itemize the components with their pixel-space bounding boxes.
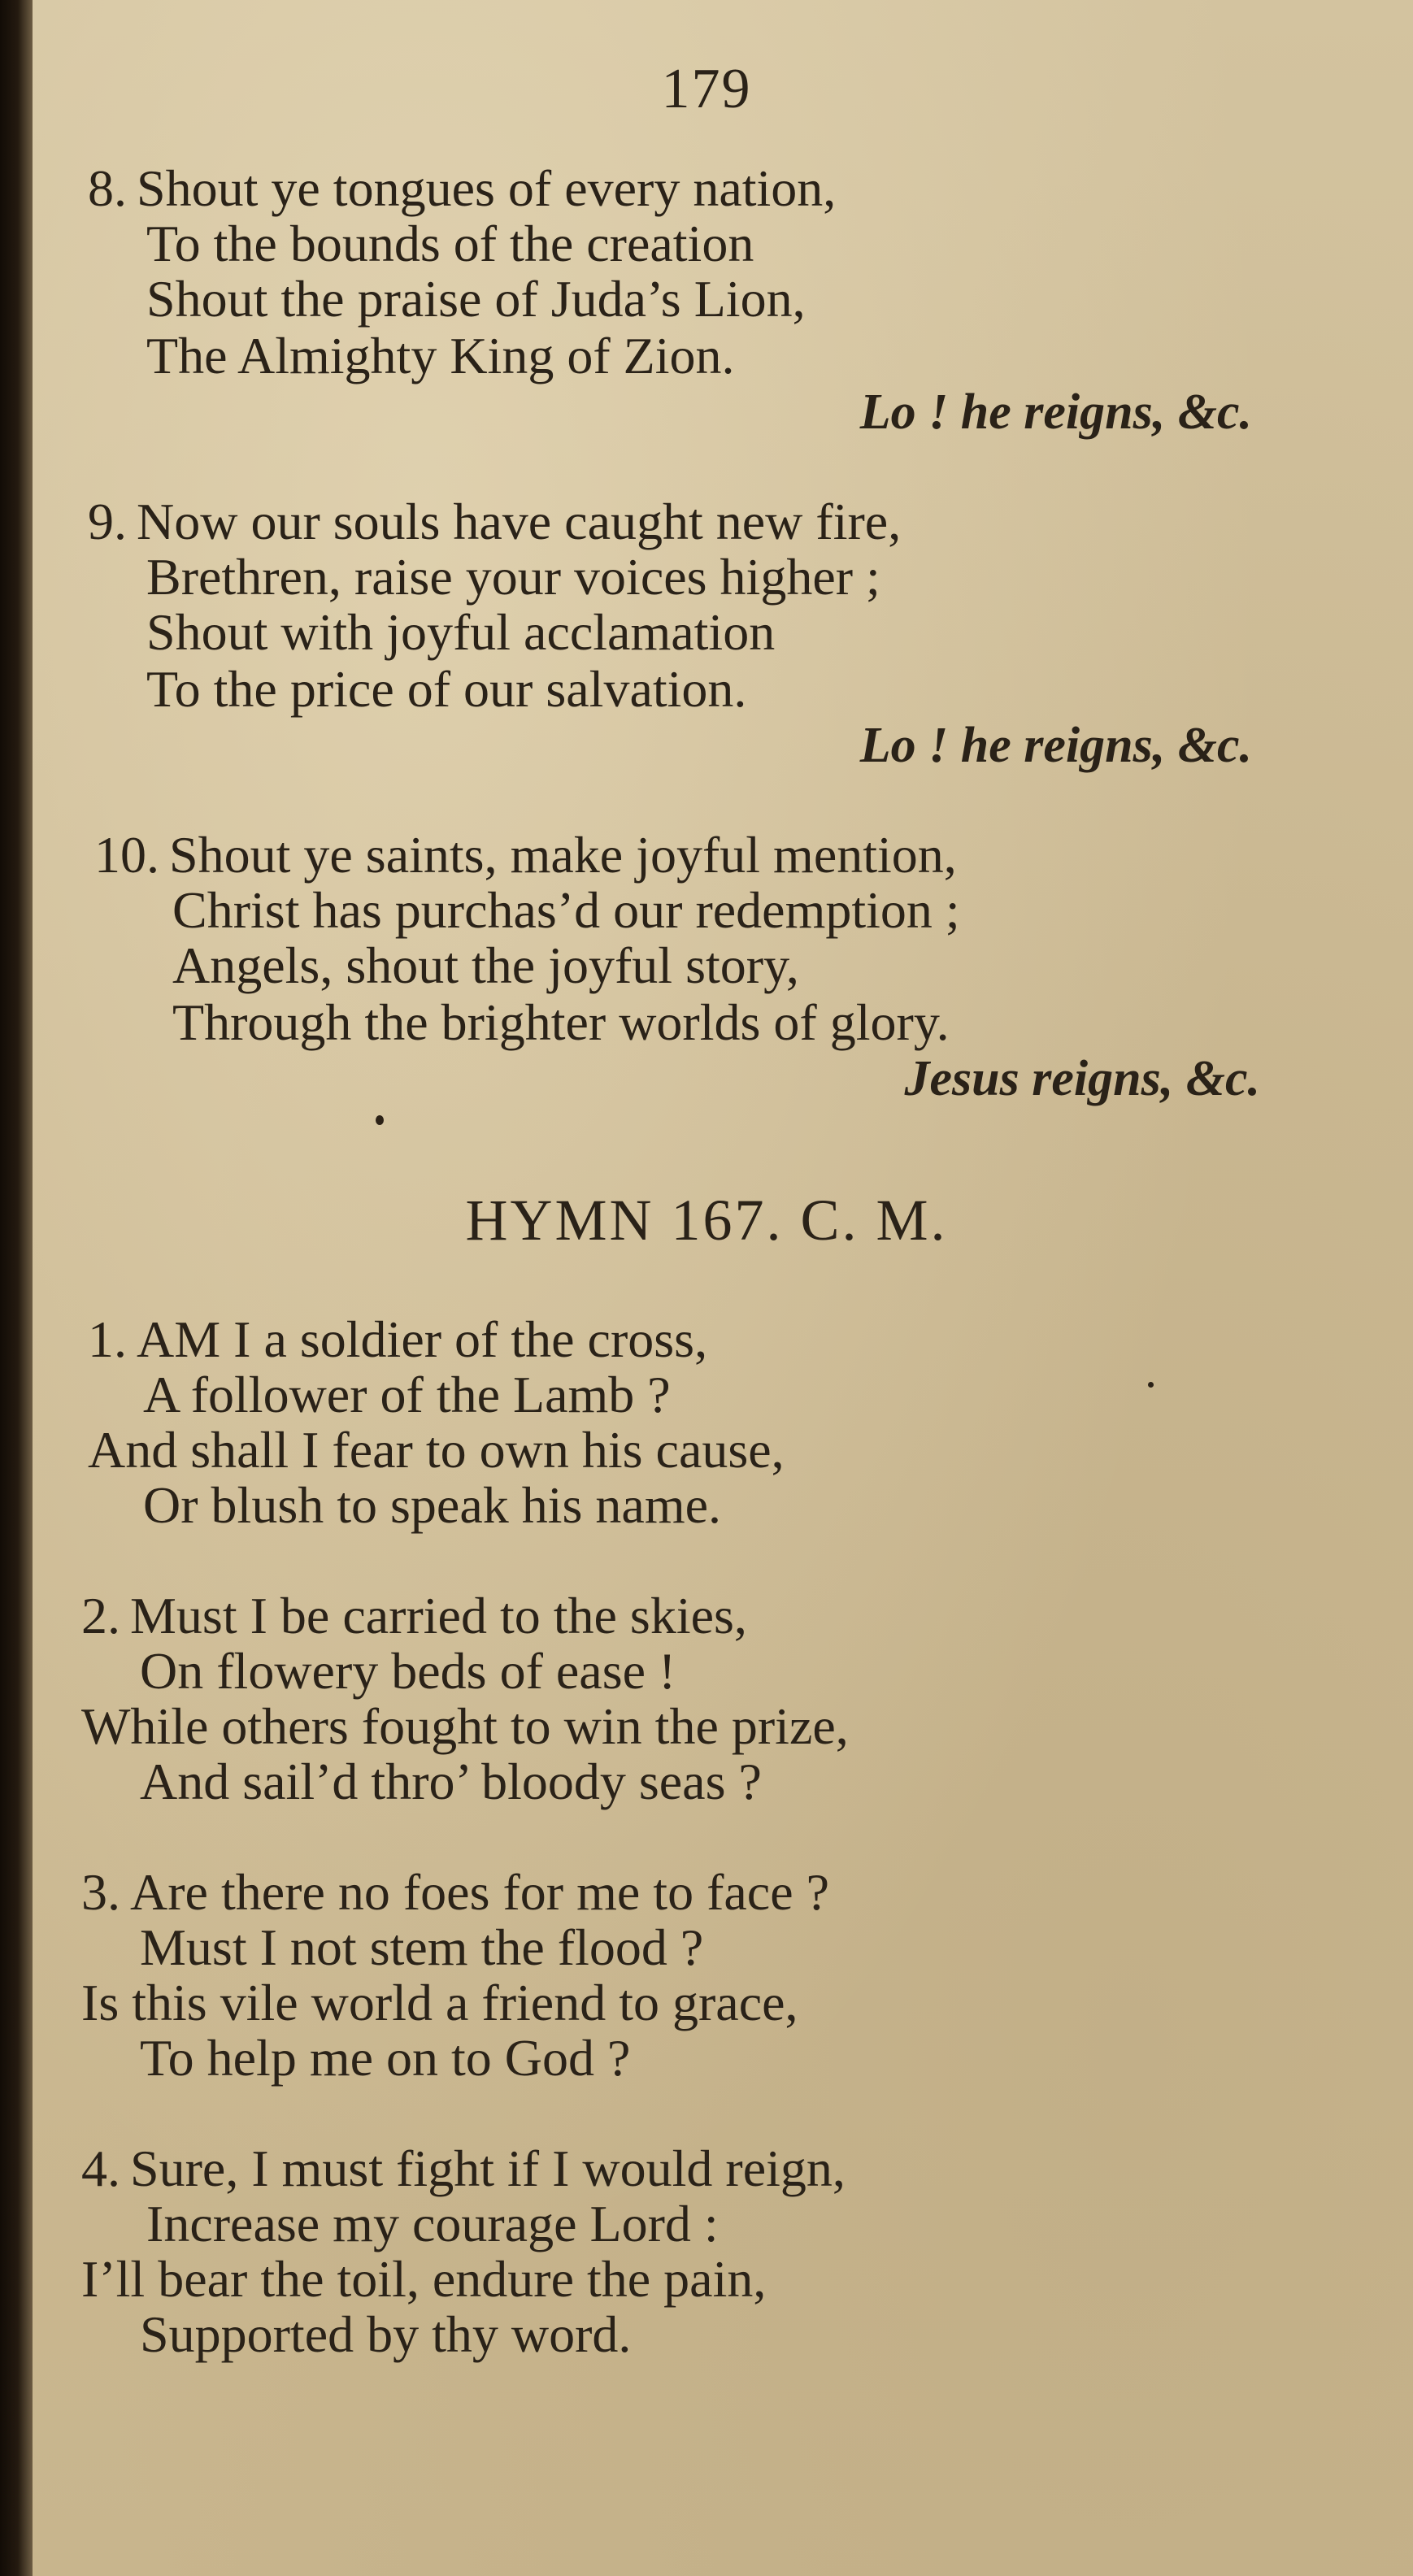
stanza-line: Increase my courage Lord : [146,2195,719,2252]
page-number: 179 [661,58,752,120]
hymn-title: HYMN 167. C. M. [465,1188,948,1253]
stanza-number: 8. [88,159,127,217]
stanza-line [88,159,837,217]
stanza-line-text: AM I a soldier of the cross, [137,1310,708,1368]
stanza-line-text: Now our souls have caught new fire, [137,493,902,550]
stanza-line: A follower of the Lamb ? [143,1366,671,1423]
stanza-line: While others fought to win the prize, [81,1697,849,1755]
stanza-number: 4. [81,2139,120,2197]
stanza-line: Is this vile world a friend to grace, [81,1974,798,2031]
stanza-line: Brethren, raise your voices higher ; [146,548,880,606]
stanza-line: On flowery beds of ease ! [140,1642,676,1700]
stanza-line-text: Shout ye tongues of every nation, [137,159,837,217]
stanza-line-text: Sure, I must fight if I would reign, [130,2139,846,2197]
ink-speck [1148,1382,1154,1388]
refrain: Lo ! he reigns, &c. [859,384,1252,440]
stanza-line: Angels, shout the joyful story, [172,936,799,994]
stanza-line [81,1587,747,1644]
stanza-line: To help me on to God ? [140,2029,631,2087]
stanza-line: To the bounds of the creation [146,215,754,272]
stanza-line: Christ has purchas’d our redemption ; [172,881,960,939]
stanza-line [81,2139,846,2197]
stanza-line-text: Must I be carried to the skies, [130,1587,747,1644]
stanza-number: 3. [81,1863,120,1921]
stanza-line: And sail’d thro’ bloody seas ? [140,1753,762,1810]
stanza-line [81,1863,829,1921]
stanza-line: And shall I fear to own his cause, [88,1421,785,1479]
stanza-number: 2. [81,1587,120,1644]
refrain: Lo ! he reigns, &c. [859,718,1252,773]
stanza-line: Supported by thy word. [140,2305,632,2363]
stanza-number: 1. [88,1310,127,1368]
stanza-line [94,826,957,884]
stanza-line: Or blush to speak his name. [143,1476,721,1534]
book-spine-shadow [0,0,33,2576]
stanza-line: To the price of our salvation. [146,660,747,718]
stanza-line [88,1310,708,1368]
stanza-line: The Almighty King of Zion. [146,327,735,384]
stanza-line: Shout with joyful acclamation [146,603,776,661]
refrain: Jesus reigns, &c. [904,1051,1260,1106]
stanza-number: 10. [94,826,159,884]
stanza-line: Must I not stem the flood ? [140,1918,704,1976]
stanza-line: I’ll bear the toil, endure the pain, [81,2250,767,2308]
stanza-number: 9. [88,493,127,550]
ink-speck [376,1115,384,1125]
stanza-line: Shout the praise of Juda’s Lion, [146,270,806,328]
stanza-line [88,493,902,550]
stanza-line-text: Are there no foes for me to face ? [130,1863,829,1921]
stanza-line: Through the brighter worlds of glory. [172,993,950,1051]
stanza-line-text: Shout ye saints, make joyful mention, [169,826,957,884]
